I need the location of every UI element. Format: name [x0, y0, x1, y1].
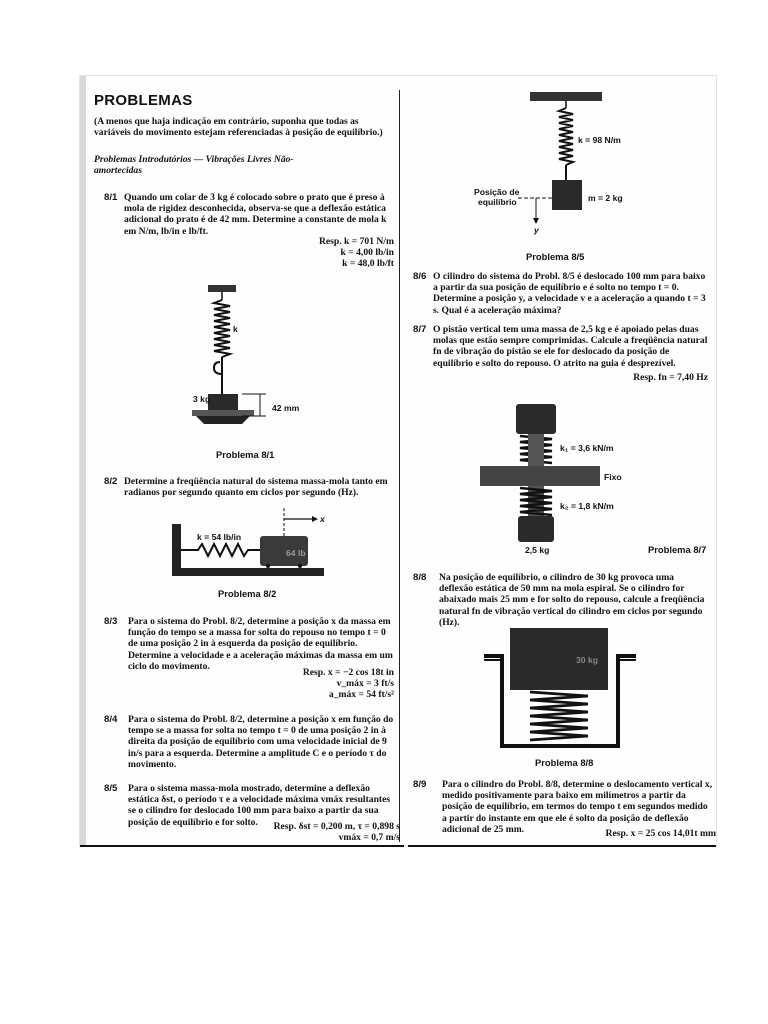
intro-note: (A menos que haja indicação em contrário, suponha que todas as variáveis do movimento estejam referenciadas à posição de equilíbrio.) [94, 116, 383, 139]
problem-text: Na posição de equilíbrio, o cilindro de 30 kg provoca uma deflexão estática de 50 mm na mola espiral. Se o cilindro for abaixado mais 25 mm e for solto do repouso, calcule a freqüência natural fn de vibração vertical do cilindro em ciclos por segundo (Hz). [439, 572, 705, 628]
equilibrium-label: Posição de [474, 187, 520, 197]
answer-line: vmáx = 0,7 m/s [338, 832, 400, 843]
equilibrium-label: equilíbrio [478, 197, 517, 207]
spring [559, 108, 573, 165]
spring-k2 [520, 488, 552, 515]
figure-8-7 [476, 400, 606, 548]
column-divider [399, 90, 400, 842]
piston-bottom [518, 516, 554, 542]
problem-number: 8/4 [104, 714, 118, 725]
right-bottom-rule [408, 845, 716, 847]
figure-caption: Problema 8/7 [648, 544, 707, 555]
problem-number: 8/7 [413, 324, 427, 335]
mass-label: 2,5 kg [525, 545, 550, 555]
figure-8-8 [482, 620, 642, 752]
page-title: PROBLEMAS [94, 92, 193, 109]
mass-label: 30 kg [576, 655, 598, 665]
deflection-label: 42 mm [272, 403, 300, 413]
mass-label: 64 lb [286, 548, 306, 558]
spring-label: k = 54 lb/in [197, 532, 242, 542]
answer-block [250, 236, 394, 269]
figure-caption: Problema 8/1 [216, 449, 275, 460]
problem-text: Para o cilindro do Probl. 8/8, determine o deslocamento vertical x, medido positivamente para baixo em milímetros a partir da posição de equilíbrio, em termos do tempo t em segundos medido a partir do instante em que ele é solto da posição de deflexão adicional de 25 mm. [442, 779, 713, 835]
spring-label: k = 98 N/m [578, 135, 621, 145]
problem-number: 8/3 [104, 616, 118, 627]
section-heading: Problemas Introdutórios — Vibrações Livres Não-amortecidas [94, 154, 294, 177]
piston-top [516, 404, 556, 434]
problem-text: O cilindro do sistema do Probl. 8/5 é deslocado 100 mm para baixo a partir da sua posição de equilíbrio e é solto no tempo t = 0. Determine a posição y, a velocidade v e a aceleração a quando t = 3 s. Qual é a aceleração máxima? [433, 271, 706, 316]
left-bottom-rule [80, 845, 404, 847]
spring [214, 300, 230, 357]
problem-number: 8/8 [413, 572, 427, 583]
problem-number: 8/6 [413, 271, 427, 282]
plate [192, 410, 254, 416]
problem-text: Para o sistema do Probl. 8/2, determine a posição x em função do tempo se a massa for solta no tempo t = 0 de uma posição 2 in à direita da posição de equilíbrio com uma velocidade inicial de 9 in/s para a esquerda. Determine a amplitude C e o período τ do movimento. [128, 714, 394, 770]
ceiling-block [208, 285, 236, 292]
arrow-right-icon [312, 516, 318, 522]
problem-number: 8/9 [413, 779, 427, 790]
answer-line: Resp. x = −2 cos 18t in [302, 667, 394, 678]
mass-label: m = 2 kg [588, 193, 623, 203]
problem-text: Quando um colar de 3 kg é colocado sobre o prato que é preso à mola de rigidez desconhecida, observa-se que a deflexão estática adicional do prato é de 42 mm. Determine a constante de mola k em N/m, lb/in e lb/ft. [124, 192, 387, 237]
answer-block [250, 667, 394, 700]
spring [181, 544, 260, 556]
axis-label: y [534, 225, 539, 235]
mass-block [552, 180, 582, 210]
problem-text: Para o sistema do Probl. 8/2, determine a posição x da massa em função do tempo se a massa for solta do repouso no tempo t = 0 de uma posição 2 in à esquerda da posição de equilíbrio. Determine a velocidade e a aceleração máximas da massa em um ciclo do movimento. [128, 616, 393, 672]
problem-text: Determine a freqüência natural do sistema massa-mola tanto em radianos por segundo quanto em ciclos por segundo (Hz). [124, 476, 388, 499]
answer-line: k = 48,0 lb/ft [342, 258, 394, 269]
k1-label: k₁ = 3,6 kN/m [560, 443, 614, 453]
problem-number: 8/5 [104, 783, 118, 794]
figure-caption: Problema 8/8 [535, 757, 594, 768]
answer-line: v_máx = 3 ft/s [336, 678, 394, 689]
answer-line: Resp. k = 701 N/m [318, 236, 394, 247]
spring-label: k [233, 324, 238, 334]
problem-number: 8/1 [104, 192, 118, 203]
plate-base [196, 416, 250, 424]
answer-line: Resp. δst = 0,200 m, τ = 0,898 s [273, 821, 400, 832]
mass-block [208, 394, 238, 410]
figure-8-2 [172, 508, 332, 580]
axis-label: x [320, 514, 325, 524]
figure-caption: Problema 8/2 [218, 588, 277, 599]
coil-spring [530, 692, 588, 740]
ceiling-block [530, 92, 602, 101]
hook [214, 362, 222, 374]
problem-number: 8/2 [104, 476, 118, 487]
k2-label: k₂ = 1,8 kN/m [560, 501, 614, 511]
answer-block [210, 821, 400, 843]
answer-line: k = 4,00 lb/in [340, 247, 394, 258]
answer-line: Resp. fn = 7,40 Hz [633, 372, 708, 383]
floor [172, 568, 324, 576]
problem-text: Para o sistema massa-mola mostrado, determine a deflexão estática δst, o período τ e a velocidade máxima vmáx resultantes se o cilindro for deslocado 100 mm para baixo a partir da sua posição de equilíbrio e for solto. [128, 783, 391, 828]
problem-text: O pistão vertical tem uma massa de 2,5 kg e é apoiado pelas duas molas que estão sempre comprimidas. Calcule a freqüência natural fn de vibração do pistão se ele for deslocado da posição de equilíbrio e solto do repouso. O atrito na guia é desprezível. [433, 324, 708, 369]
fixed-plate [480, 466, 600, 486]
answer-line: a_máx = 54 ft/s² [328, 689, 394, 700]
figure-8-5 [474, 90, 634, 240]
fixed-label: Fixo [604, 472, 622, 482]
mass-label: 3 kg [193, 394, 211, 404]
scan-shadow [80, 76, 86, 846]
figure-8-1 [180, 282, 290, 442]
figure-caption: Problema 8/5 [526, 251, 585, 262]
arrow-down-icon [533, 218, 539, 224]
answer-line: Resp. x = 25 cos 14,01t mm [605, 828, 716, 839]
